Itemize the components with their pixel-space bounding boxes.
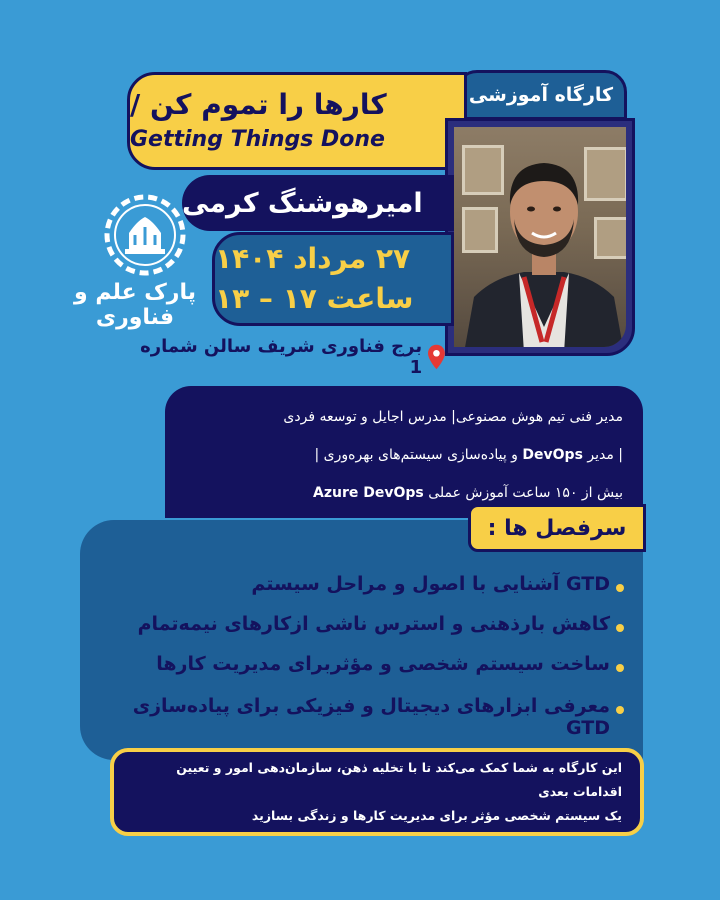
workshop-label-text: کارگاه آموزشی: [468, 84, 614, 106]
topics-heading-text: سرفصل ها :: [487, 515, 627, 541]
title-persian: کارها را تموم کن /: [130, 88, 387, 121]
bullet-icon: [616, 664, 624, 672]
title-box: [127, 72, 467, 170]
topic-item: GTD آشنایی با اصول و مراحل سیستم: [251, 573, 610, 595]
topic-item: کاهش بارذهنی و استرس ناشی ازکارهای نیمه‌تمام: [137, 613, 610, 635]
event-time: ساعت ۱۷ – ۱۳: [215, 282, 414, 315]
speaker-name: امیرهوشنگ کرمی: [182, 187, 423, 219]
workshop-label: [455, 70, 627, 120]
title-english: Getting Things Done: [130, 127, 385, 152]
footer-line-1: این کارگاه به شما کمک می‌کند تا با تخلیه ذهن، سازمان‌دهی امور و تعیین اقدامات بعدی: [176, 760, 622, 799]
gear-emblem-icon: [60, 188, 210, 283]
speaker-photo-image: [454, 127, 626, 347]
bio-line-2: | مدیر DevOps و پیاده‌سازی سیستم‌های بهره‌وری |: [314, 447, 623, 463]
location-text: برج فناوری شریف سالن شماره 1: [140, 336, 423, 378]
event-date: ۲۷ مرداد ۱۴۰۴: [215, 242, 411, 275]
logo-text: پارک علم و فناوری: [74, 280, 196, 330]
bullet-icon: [616, 624, 624, 632]
footer-description: [110, 748, 644, 836]
location-pin-icon: [428, 344, 445, 370]
bio-line-3: بیش از ۱۵۰ ساعت آموزش عملی Azure DevOps: [313, 485, 623, 501]
date-time-box: [212, 232, 454, 326]
topic-item: معرفی ابزارهای دیجیتال و فیزیکی برای پیاده‌سازی GTD: [132, 695, 610, 739]
topic-item: ساخت سیستم شخصی و مؤثربرای مدیریت کارها: [156, 653, 610, 675]
topics-heading: [468, 504, 646, 552]
speaker-photo: [445, 118, 635, 356]
bullet-icon: [616, 584, 624, 592]
footer-line-2: یک سیستم شخصی مؤثر برای مدیریت کارها و زندگی بسازید: [251, 808, 622, 823]
bio-line-1: مدیر فنی تیم هوش مصنوعی| مدرس اجایل و توسعه فردی: [283, 409, 623, 425]
park-logo: [60, 188, 210, 330]
bullet-icon: [616, 706, 624, 714]
speaker-name-box: [182, 175, 454, 231]
speaker-bio: [165, 386, 643, 518]
location: [140, 336, 445, 378]
